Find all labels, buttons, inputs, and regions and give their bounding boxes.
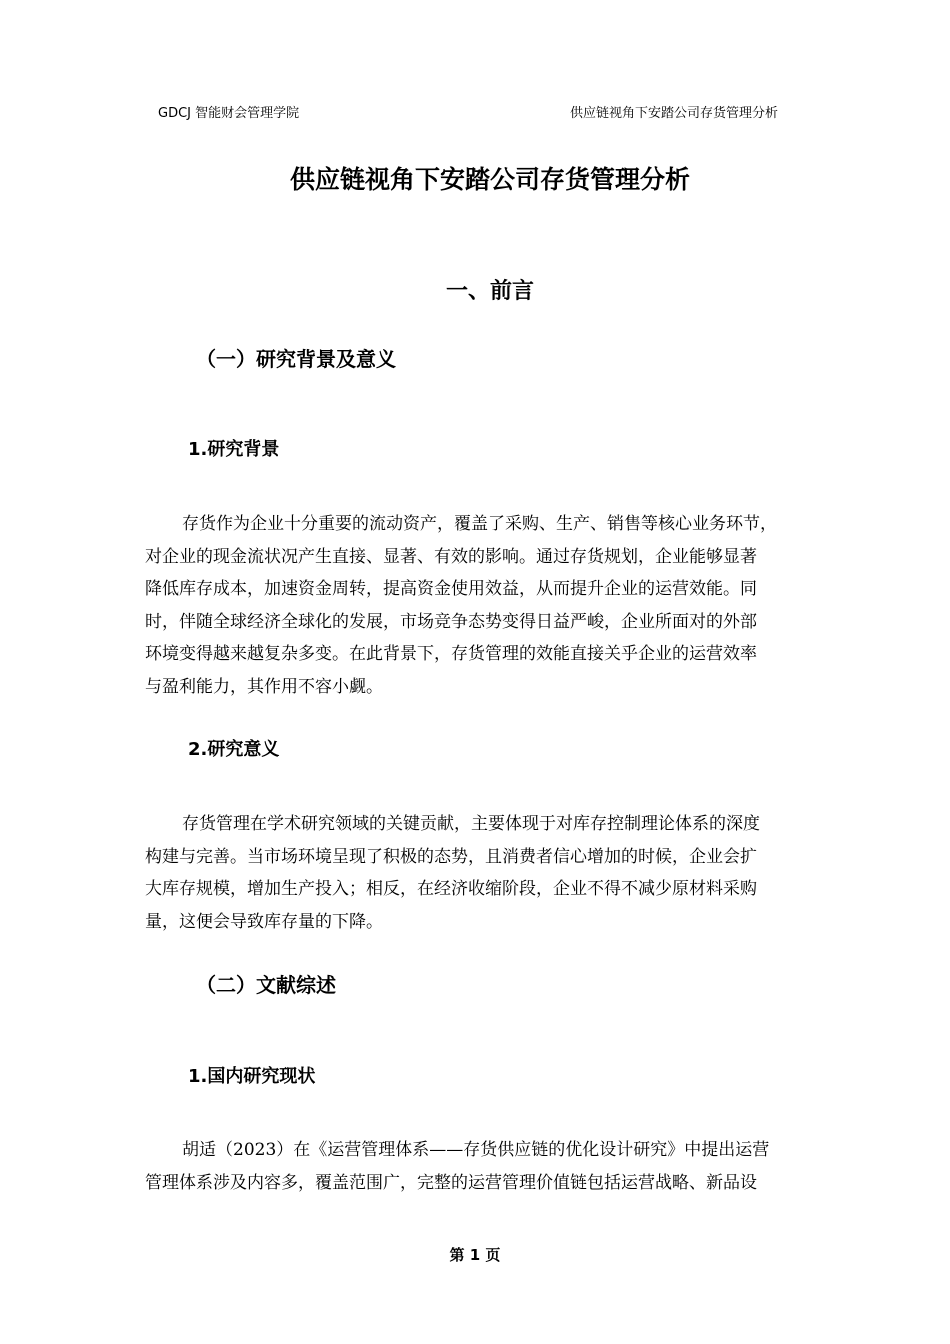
page-number: 第 1 页 [449,1246,501,1264]
paragraph-domestic-research [145,1134,857,1199]
sub-subsection-heading-background: 1.研究背景 [188,439,280,460]
paragraph-line: 时，伴随全球经济全球化的发展，市场竞争态势变得日益严峻，企业所面对的外部 [145,611,757,632]
subsection-heading-literature-review: （二）文献综述 [196,973,336,997]
paragraph-line: 构建与完善。当市场环境呈现了积极的态势，且消费者信心增加的时候，企业会扩 [145,846,757,867]
paragraph-background [145,508,857,703]
subsection-heading-background-significance: （一）研究背景及意义 [196,347,396,371]
section-heading-preface: 一、前言 [445,279,534,304]
paragraph-line: 大库存规模，增加生产投入；相反，在经济收缩阶段，企业不得不减少原材料采购 [145,879,757,899]
header-doc-title: 供应链视角下安踏公司存货管理分析 [569,106,778,121]
paragraph-line: 管理体系涉及内容多，覆盖范围广，完整的运营管理价值链包括运营战略、新品设 [145,1172,757,1193]
paragraph-line: 存货作为企业十分重要的流动资产，覆盖了采购、生产、销售等核心业务环节， [182,514,777,534]
paragraph-line: 量，这便会导致库存量的下降。 [145,911,383,932]
paragraph-significance [145,808,857,938]
paragraph-line: 胡适（2023）在《运营管理体系——存货供应链的优化设计研究》中提出运营 [182,1140,770,1160]
paragraph-line: 对企业的现金流状况产生直接、显著、有效的影响。通过存货规划，企业能够显著 [145,546,757,567]
header-institution: GDCJ 智能财会管理学院 [158,106,300,121]
paragraph-line: 环境变得越来越复杂多变。在此背景下，存货管理的效能直接关乎企业的运营效率 [145,644,757,664]
sub-subsection-heading-domestic-research: 1.国内研究现状 [188,1066,316,1087]
paragraph-line: 存货管理在学术研究领域的关键贡献，主要体现于对库存控制理论体系的深度 [182,814,760,834]
paragraph-line: 与盈利能力，其作用不容小觑。 [145,676,383,697]
paragraph-line: 降低库存成本，加速资金周转，提高资金使用效益，从而提升企业的运营效能。同 [145,579,757,599]
sub-subsection-heading-significance: 2.研究意义 [188,739,280,760]
document-title: 供应链视角下安踏公司存货管理分析 [289,165,690,194]
